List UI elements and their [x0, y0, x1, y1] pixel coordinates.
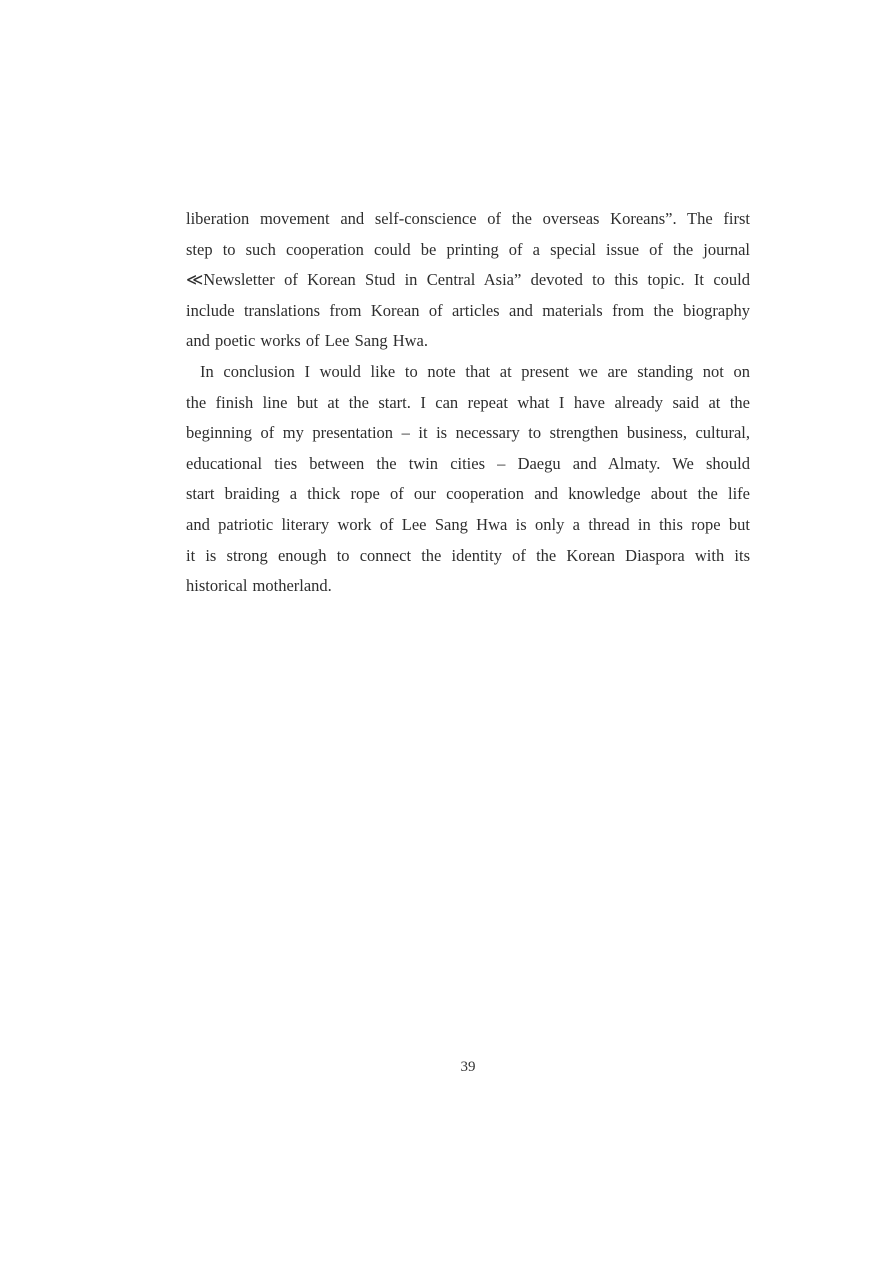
text-line: and poetic works of Lee Sang Hwa.	[186, 331, 428, 351]
text-line: include translations from Korean of articles and materials from the biography	[186, 300, 750, 320]
body-text	[186, 204, 750, 602]
text-line: and patriotic literary work of Lee Sang Hwa is only a thread in this rope but	[186, 514, 750, 534]
text-line: beginning of my presentation – it is necessary to strengthen business, cultural,	[186, 423, 750, 443]
text-line: liberation movement and self-conscience of the overseas Koreans”. The first	[186, 209, 750, 228]
text-line: the finish line but at the start. I can repeat what I have already said at the	[186, 392, 750, 412]
text-line: historical motherland.	[186, 576, 332, 596]
text-line: educational ties between the twin cities – Daegu and Almaty. We should	[186, 453, 750, 473]
text-line: start braiding a thick rope of our cooperation and knowledge about the life	[186, 484, 750, 504]
text-line: step to such cooperation could be printing of a special issue of the journal	[186, 239, 750, 259]
text-line: In conclusion I would like to note that at present we are standing not on	[200, 361, 750, 381]
text-line: it is strong enough to connect the identity of the Korean Diaspora with its	[186, 545, 750, 565]
page-number: 39	[460, 1059, 476, 1075]
text-line: ≪Newsletter of Korean Stud in Central Asia” devoted to this topic. It could	[186, 270, 750, 290]
